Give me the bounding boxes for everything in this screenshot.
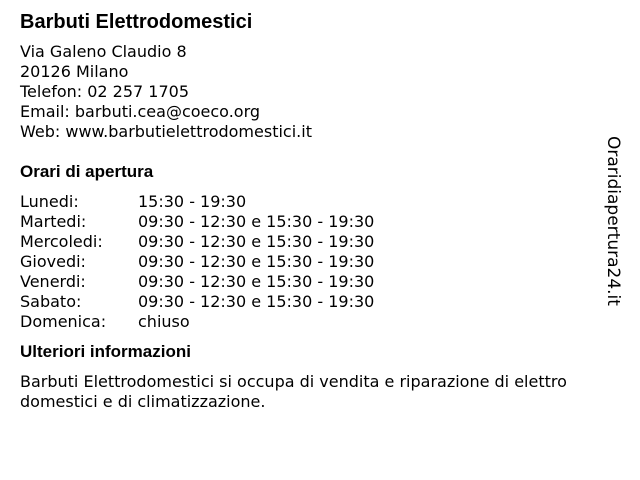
hours-row-monday (20, 192, 610, 212)
hours-time: 09:30 - 12:30 e 15:30 - 19:30 (138, 232, 375, 251)
hours-day: Giovedi: (20, 252, 86, 271)
hours-row-tuesday (20, 212, 610, 232)
hours-row-thursday (20, 252, 610, 272)
hours-time: 15:30 - 19:30 (138, 192, 247, 211)
address-street: Via Galeno Claudio 8 (20, 42, 187, 61)
brand-watermark: Oraridiapertura24.it (603, 136, 623, 306)
hours-day: Domenica: (20, 312, 107, 331)
hours-day: Sabato: (20, 292, 82, 311)
hours-row-saturday (20, 292, 610, 312)
business-name: Barbuti Elettrodomestici (20, 11, 253, 33)
hours-day: Lunedi: (20, 192, 79, 211)
hours-time: 09:30 - 12:30 e 15:30 - 19:30 (138, 292, 375, 311)
email-address: Email: barbuti.cea@coeco.org (20, 102, 261, 121)
address-city: 20126 Milano (20, 62, 129, 81)
more-info-text: Barbuti Elettrodomestici si occupa di vendita e riparazione di elettro domestici e di climatizzazione. (20, 372, 567, 411)
hours-time: 09:30 - 12:30 e 15:30 - 19:30 (138, 272, 375, 291)
hours-row-friday (20, 272, 610, 292)
hours-day: Venerdi: (20, 272, 86, 291)
website-link: Web: www.barbutielettrodomestici.it (20, 122, 312, 141)
hours-time: 09:30 - 12:30 e 15:30 - 19:30 (138, 212, 375, 231)
more-info-heading: Ulteriori informazioni (20, 342, 191, 361)
hours-time: 09:30 - 12:30 e 15:30 - 19:30 (138, 252, 375, 271)
business-card (20, 10, 610, 412)
hours-row-sunday (20, 312, 610, 332)
opening-hours-heading: Orari di apertura (20, 162, 154, 181)
hours-day: Martedi: (20, 212, 87, 231)
opening-hours-table (20, 192, 610, 332)
hours-time: chiuso (138, 312, 190, 331)
hours-row-wednesday (20, 232, 610, 252)
hours-day: Mercoledi: (20, 232, 103, 251)
phone-number: Telefon: 02 257 1705 (20, 82, 190, 101)
